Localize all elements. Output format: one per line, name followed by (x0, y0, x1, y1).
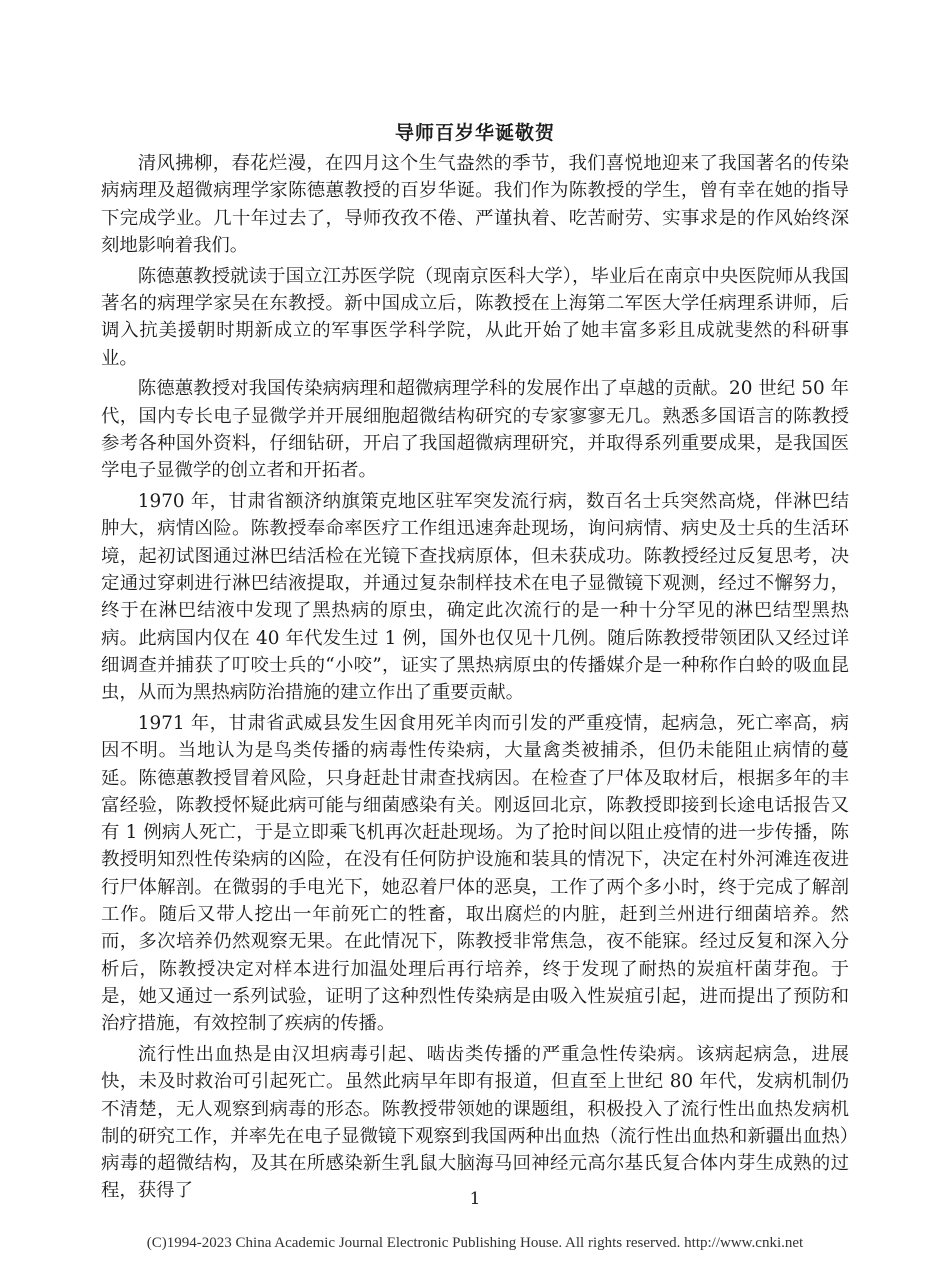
article-title: 导师百岁华诞敬贺 (394, 122, 555, 144)
paragraph-3: 陈德蕙教授对我国传染病病理和超微病理学科的发展作出了卓越的贡献。20 世纪 50 年代，国内专长电子显微学并开展细胞超微结构研究的专家寥寥无几。熟悉多国语言的陈教授参考各种国外资料，仔细钻研，开启了我国超微病理研究，并取得系列重要成果，是我国医学电子显微学的创立者和开拓者。 (101, 378, 849, 482)
page-number: 1 (469, 1189, 481, 1209)
paragraph-1: 清风拂柳，春花烂漫，在四月这个生气盎然的季节，我们喜悦地迎来了我国著名的传染病病理及超微病理学家陈德蕙教授的百岁华诞。我们作为陈教授的学生，曾有幸在她的指导下完成学业。几十年过去了，导师孜孜不倦、严谨执着、吃苦耐劳、实事求是的作风始终深刻地影响着我们。 (101, 153, 849, 256)
paragraph-6: 流行性出血热是由汉坦病毒引起、啮齿类传播的严重急性传染病。该病起病急，进展快，未及时救治可引起死亡。虽然此病早年即有报道，但直至上世纪 80 年代，发病机制仍不清楚，无人观察到病毒的形态。陈教授带领她的课题组，积极投入了流行性出血热发病机制的研究工作，并率先在电子显微镜下观察到我国两种出血热（流行性出血热和新疆出血热）病毒的超微结构，及其在所感染新生乳鼠大脑海马回神经元高尔基氏复合体内芽生成熟的过程，获得了 (101, 1044, 849, 1202)
paragraph-5: 1971 年，甘肃省武威县发生因食用死羊肉而引发的严重疫情，起病急，死亡率高，病因不明。当地认为是鸟类传播的病毒性传染病，大量禽类被捕杀，但仍未能阻止病情的蔓延。陈德蕙教授冒着风险，只身赶赴甘肃查找病因。在检查了尸体及取材后，根据多年的丰富经验，陈教授怀疑此病可能与细菌感染有关。刚返回北京，陈教授即接到长途电话报告又有 1 例病人死亡，于是立即乘飞机再次赶赴现场。为了抢时间以阻止疫情的进一步传播，陈教授明知烈性传染病的凶险，在没有任何防护设施和装具的情况下，决定在村外河滩连夜进行尸体解剖。在微弱的手电光下，她忍着尸体的恶臭，工作了两个多小时，终于完成了解剖工作。随后又带人挖出一年前死亡的牲畜，取出腐烂的内脏，赶到兰州进行细菌培养。然而，多次培养仍然观察无果。在此情况下，陈教授非常焦急，夜不能寐。经过反复和深入分析后，陈教授决定对样本进行加温处理后再行培养，终于发现了耐热的炭疽杆菌芽孢。于是，她又通过一系列试验，证明了这种烈性传染病是由吸入性炭疽引起，进而提出了预防和治疗措施，有效控制了疾病的传播。 (101, 712, 849, 1035)
paragraph-4: 1970 年，甘肃省额济纳旗策克地区驻军突发流行病，数百名士兵突然高烧，伴淋巴结肿大，病情凶险。陈教授奉命率医疗工作组迅速奔赴现场，询问病情、病史及士兵的生活环境，起初试图通过淋巴结活检在光镜下查找病原体，但未获成功。陈教授经过反复思考，决定通过穿刺进行淋巴结液提取，并通过复杂制样技术在电子显微镜下观测，经过不懈努力，终于在淋巴结液中发现了黑热病的原虫，确定此次流行的是一种十分罕见的淋巴结型黑热病。此病国内仅在 40 年代发生过 1 例，国外也仅见十几例。随后陈教授带领团队又经过详细调查并捕获了叮咬士兵的“小咬”，证实了黑热病原虫的传播媒介是一种称作白蛉的吸血昆虫，从而为黑热病防治措施的建立作出了重要贡献。 (101, 491, 849, 704)
paragraph-2: 陈德蕙教授就读于国立江苏医学院（现南京医科大学），毕业后在南京中央医院师从我国著名的病理学家吴在东教授。新中国成立后，陈教授在上海第二军医大学任病理系讲师，后调入抗美援朝时期新成立的军事医学科学院，从此开始了她丰富多彩且成就斐然的科研事业。 (101, 265, 849, 369)
article-body (101, 150, 849, 1208)
copyright-footer: (C)1994-2023 China Academic Journal Electronic Publishing House. All rights reserved. http://www.cnki.net (146, 1235, 804, 1251)
